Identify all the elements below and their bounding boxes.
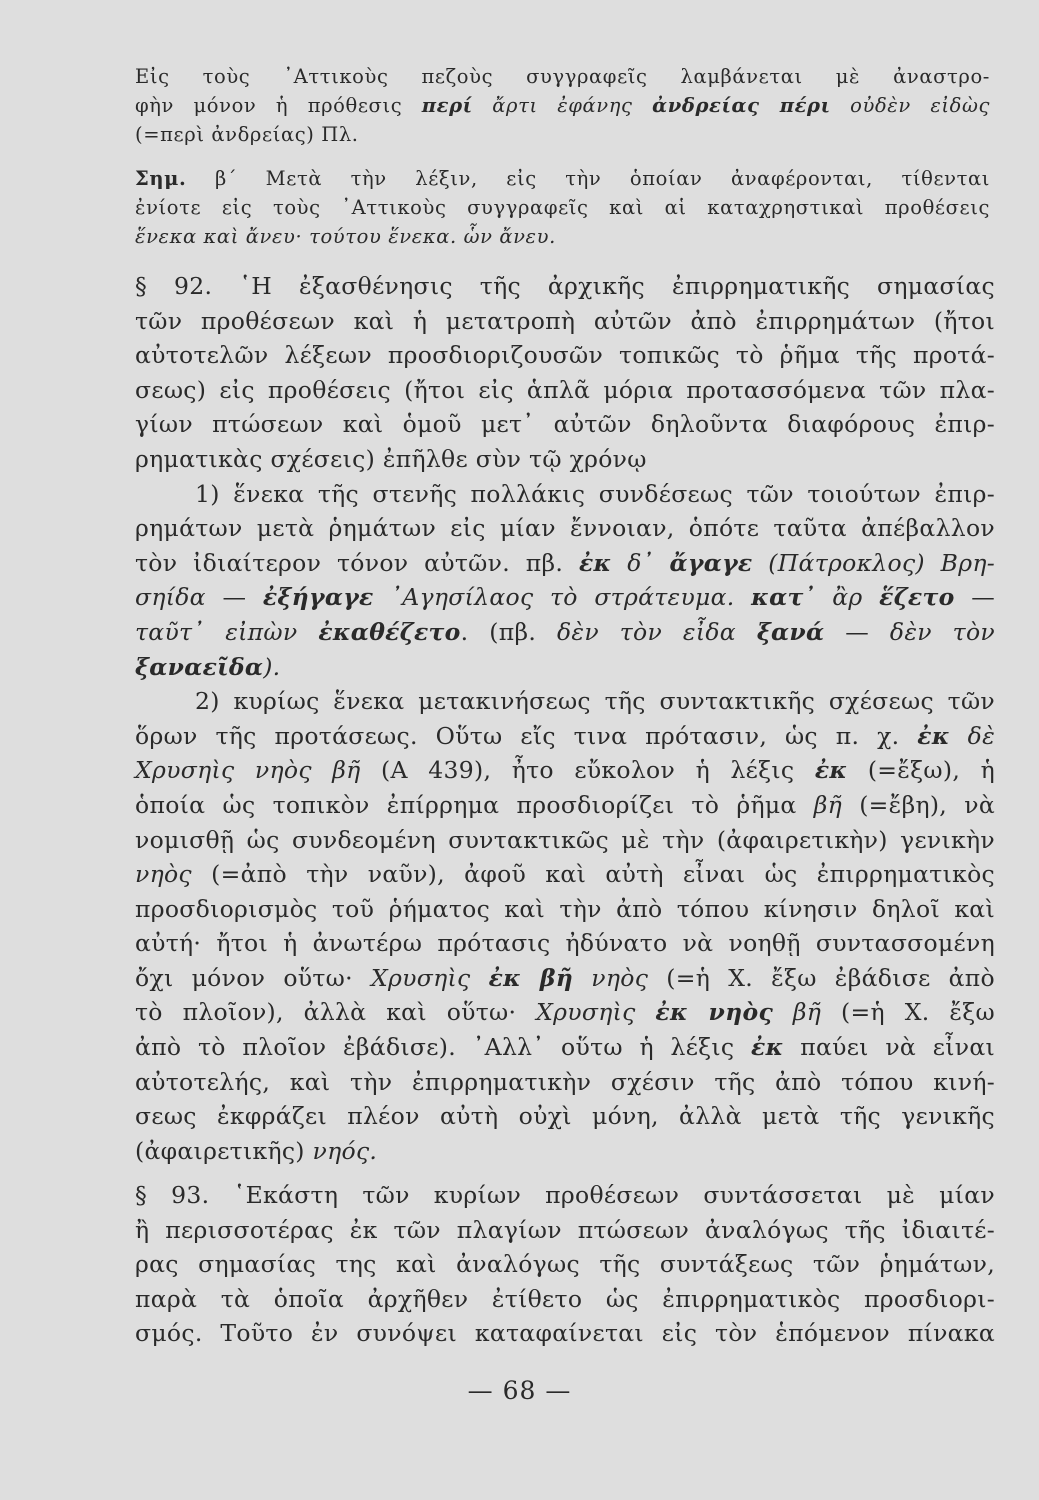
text-run: (=ἡ Χ. ἔξω <box>821 998 995 1027</box>
text-run: (ἀφαιρετικῆς) <box>135 1136 313 1165</box>
text-line <box>135 373 995 408</box>
emphasized-term: ἐκ νηὸς <box>655 998 774 1027</box>
text-run: παύει νὰ εἶναι <box>783 1033 995 1062</box>
emphasized-term: ἕζετο <box>879 583 955 612</box>
text-line <box>135 164 990 193</box>
text-run: σεως) εἰς προθέσεις (ἤτοι εἰς ἁπλᾶ μόρια προτασσόμενα τῶν πλα- <box>135 375 995 404</box>
text-run: ρηματικὰς σχέσεις) ἐπῆλθε σὺν τῷ χρόνῳ <box>135 444 647 473</box>
text-run <box>611 549 627 577</box>
text-run: § 93. ῾Εκάστη τῶν κυρίων προθέσεων συντάσσεται μὲ μίαν <box>135 1181 995 1209</box>
text-line <box>135 1282 995 1317</box>
text-line <box>135 222 990 251</box>
italic-text: δὲ <box>967 721 995 750</box>
text-line <box>135 823 995 858</box>
text-run: (=ἔξω), ἡ <box>847 756 995 785</box>
text-run: ἀπὸ τὸ πλοῖον ἐβάδισε). ᾿Αλλ᾿ οὕτω ἡ λέξις <box>135 1033 752 1062</box>
text-line <box>135 62 990 91</box>
italic-text: ἕνεκα καὶ ἄνευ· τούτου ἕνεκα. ὧν ἄνευ. <box>135 225 556 248</box>
text-run <box>831 94 851 117</box>
text-run: προσδιορισμὸς τοῦ ῥήματος καὶ τὴν ἀπὸ τόπου κίνησιν δηλοῖ καὶ <box>135 894 995 923</box>
text-run: § 92. ῾Η ἐξασθένησις τῆς ἀρχικῆς ἐπιρρηματικῆς σημασίας <box>135 272 995 300</box>
emphasized-term: ἐκ βῆ <box>488 963 574 992</box>
text-run <box>636 998 656 1026</box>
text-run <box>863 583 880 611</box>
italic-text: Χρυσηὶς <box>536 998 636 1027</box>
text-line <box>135 892 995 927</box>
text-run: αὐτή· ἤτοι ἡ ἀνωτέρω πρότασις ἠδύνατο νὰ νοηθῇ συντασσομένη <box>135 929 995 958</box>
top-note <box>135 62 990 149</box>
text-run <box>753 549 769 577</box>
text-run: ρας σημασίας της καὶ ἀναλόγως τῆς συντάξεως τῶν ῥημάτων, <box>135 1250 995 1279</box>
text-run: — <box>824 617 890 646</box>
text-line <box>135 961 995 996</box>
italic-text: Χρυσηὶς νηὸς βῆ <box>135 756 361 785</box>
text-line <box>135 753 995 788</box>
italic-text: σηίδα <box>135 583 206 612</box>
italic-text: βῆ <box>792 998 822 1027</box>
italic-text: δὲν τὸν <box>889 617 995 646</box>
remark-paragraph <box>135 164 990 251</box>
italic-text: οὐδὲν εἰδὼς <box>850 94 991 117</box>
emphasized-term: ἀνδρείας πέρι <box>652 94 831 117</box>
text-line <box>135 193 990 222</box>
text-line <box>135 1178 995 1213</box>
text-line <box>135 1247 995 1282</box>
text-line <box>135 407 995 442</box>
text-line <box>135 857 995 892</box>
emphasized-term: ἐκ <box>751 1033 784 1062</box>
text-run <box>633 94 653 117</box>
text-run <box>470 964 488 992</box>
text-line <box>135 477 995 512</box>
text-run: ὁποία ὡς τοπικὸν ἐπίρρημα προσδιορίζει τὸ ῥῆμα <box>135 790 814 819</box>
italic-text: ταῦτ᾿ εἰπὼν <box>135 617 298 646</box>
text-line <box>135 719 995 754</box>
text-run: (=ἀπὸ τὴν ναῦν), ἀφοῦ καὶ αὐτὴ εἶναι ὡς ἐπιρρηματικὸς <box>191 860 995 889</box>
text-line <box>135 1134 995 1169</box>
text-run: ὅρων τῆς προτάσεως. Οὕτω εἴς τινα πρότασιν, ὡς π. χ. <box>135 721 918 750</box>
italic-text: ἂρ <box>832 583 863 612</box>
text-line <box>135 511 995 546</box>
text-run: τὸν ἰδιαίτερον τόνον αὐτῶν. πβ. <box>135 548 579 577</box>
text-run: β΄ Μετὰ τὴν λέξιν, εἰς τὴν ὁποίαν ἀναφέρονται, τίθενται <box>186 167 990 190</box>
text-run <box>773 998 793 1026</box>
text-run: νομισθῇ ὡς συνδεομένη συντακτικῶς μὲ τὴν (ἀφαιρετικὴν) γενικὴν <box>135 825 995 854</box>
text-run <box>297 618 318 646</box>
text-line <box>135 615 995 650</box>
text-run <box>736 618 757 646</box>
text-run <box>374 583 391 611</box>
text-run: 1) ἕνεκα τῆς στενῆς πολλάκις συνδέσεως τῶν τοιούτων ἐπιρ- <box>195 479 995 508</box>
text-run: (=περὶ ἀνδρείας) Πλ. <box>135 123 359 146</box>
text-run: . (πβ. <box>460 617 557 646</box>
section-93 <box>135 1178 995 1351</box>
text-line <box>135 650 995 685</box>
text-line <box>135 788 995 823</box>
emphasized-term: περί <box>421 94 473 117</box>
italic-text: ἄρτι ἐφάνης <box>492 94 633 117</box>
text-run: (=ἔβη), νὰ <box>842 790 995 819</box>
text-run: (=ἡ Χ. ἔξω ἐβάδισε ἀπὸ <box>648 963 996 992</box>
text-line <box>135 338 995 373</box>
text-run: παρὰ τὰ ὁποῖα ἀρχῆθεν ἐτίθετο ὡς ἐπιρρηματικὸς προσδιορι- <box>135 1284 995 1313</box>
text-run <box>573 964 591 992</box>
emphasized-term: ἐκαθέζετο <box>318 617 461 646</box>
text-run: — <box>205 583 263 612</box>
page-number: — 68 — <box>467 1376 572 1405</box>
text-line <box>135 580 995 615</box>
text-run: σεως ἐκφράζει πλέον αὐτὴ οὐχὶ μόνη, ἀλλὰ μετὰ τῆς γενικῆς <box>135 1102 995 1131</box>
italic-text: βῆ <box>813 790 843 819</box>
emphasized-term: ἐξήγαγε <box>262 583 374 612</box>
text-run: 2) κυρίως ἕνεκα μετακινήσεως τῆς συντακτικῆς σχέσεως τῶν <box>195 687 995 716</box>
text-line <box>135 269 995 304</box>
text-line <box>135 995 995 1030</box>
emphasized-term: ἐκ <box>578 548 612 577</box>
emphasized-term: κατ᾿ <box>751 583 816 612</box>
text-run: ὄχι μόνον οὕτω· <box>135 963 372 992</box>
emphasized-term: ἐκ <box>814 756 848 785</box>
text-line <box>135 1030 995 1065</box>
italic-text: δὲν τὸν εἶδα <box>556 617 736 646</box>
text-line <box>135 1065 995 1100</box>
text-line <box>135 91 990 120</box>
italic-text: ). <box>263 652 281 681</box>
italic-text: ᾿Αγησίλαος τὸ στράτευμα. <box>390 583 735 612</box>
text-run: Εἰς τοὺς ᾿Αττικοὺς πεζοὺς συγγραφεῖς λαμβάνεται μὲ ἀναστρο- <box>135 65 990 88</box>
text-run: αὐτοτελής, καὶ τὴν ἐπιρρηματικὴν σχέσιν τῆς ἀπὸ τόπου κινή- <box>135 1067 995 1096</box>
italic-text: νηός. <box>312 1136 378 1165</box>
text-run: αὐτοτελῶν λέξεων προσδιοριζουσῶν τοπικῶς τὸ ῥῆμα τῆς προτά- <box>135 341 995 370</box>
text-run: σμός. Τοῦτο ἐν συνόψει καταφαίνεται εἰς τὸν ἑπόμενον πίνακα <box>135 1319 995 1348</box>
emphasized-term: ἄγαγε <box>669 548 753 577</box>
text-run: ἐνίοτε εἰς τοὺς ᾿Αττικοὺς συγγραφεῖς καὶ αἱ καταχρηστικαὶ προθέσεις <box>135 196 990 219</box>
italic-text: δ᾿ <box>627 548 654 577</box>
text-line <box>135 684 995 719</box>
text-run: φὴν μόνον ἡ πρόθεσις <box>135 94 422 117</box>
italic-text: Χρυσηὶς <box>371 963 471 992</box>
text-run <box>816 583 833 611</box>
text-run: ρημάτων μετὰ ῥημάτων εἰς μίαν ἔννοιαν, ὁπότε ταῦτα ἀπέβαλλον <box>135 514 995 543</box>
emphasized-term: ξαναεῖδα <box>135 652 264 681</box>
italic-text: νηὸς <box>135 860 192 889</box>
emphasized-term: ἐκ <box>917 721 950 750</box>
text-run <box>473 94 493 117</box>
text-line <box>135 546 995 581</box>
italic-text: νηὸς <box>591 963 649 992</box>
text-run <box>654 549 670 577</box>
text-run: — <box>954 583 995 612</box>
text-line <box>135 1099 995 1134</box>
text-run <box>735 583 752 611</box>
text-line <box>135 926 995 961</box>
text-run <box>950 722 968 750</box>
text-line <box>135 1213 995 1248</box>
remark-label: Σημ. <box>135 167 187 190</box>
text-run: τῶν προθέσεων καὶ ἡ μετατροπὴ αὐτῶν ἀπὸ ἐπιρρημάτων (ἤτοι <box>135 306 995 335</box>
text-line <box>135 120 990 149</box>
text-line <box>135 304 995 339</box>
text-run: (Α 439), ἦτο εὔκολον ἡ λέξις <box>360 756 815 785</box>
text-run: γίων πτώσεων καὶ ὁμοῦ μετ᾿ αὐτῶν δηλοῦντα διαφόρους ἐπιρ- <box>135 410 995 439</box>
text-run: τὸ πλοῖον), ἀλλὰ καὶ οὕτω· <box>135 998 537 1027</box>
emphasized-term: ξανά <box>756 617 825 646</box>
text-run: ἢ περισσοτέρας ἐκ τῶν πλαγίων πτώσεων ἀναλόγως τῆς ἰδιαιτέ- <box>135 1215 995 1244</box>
text-line <box>135 1316 995 1351</box>
text-line <box>135 442 995 477</box>
italic-text: (Πάτροκλος) Βρη- <box>768 548 995 577</box>
section-92 <box>135 269 995 1168</box>
